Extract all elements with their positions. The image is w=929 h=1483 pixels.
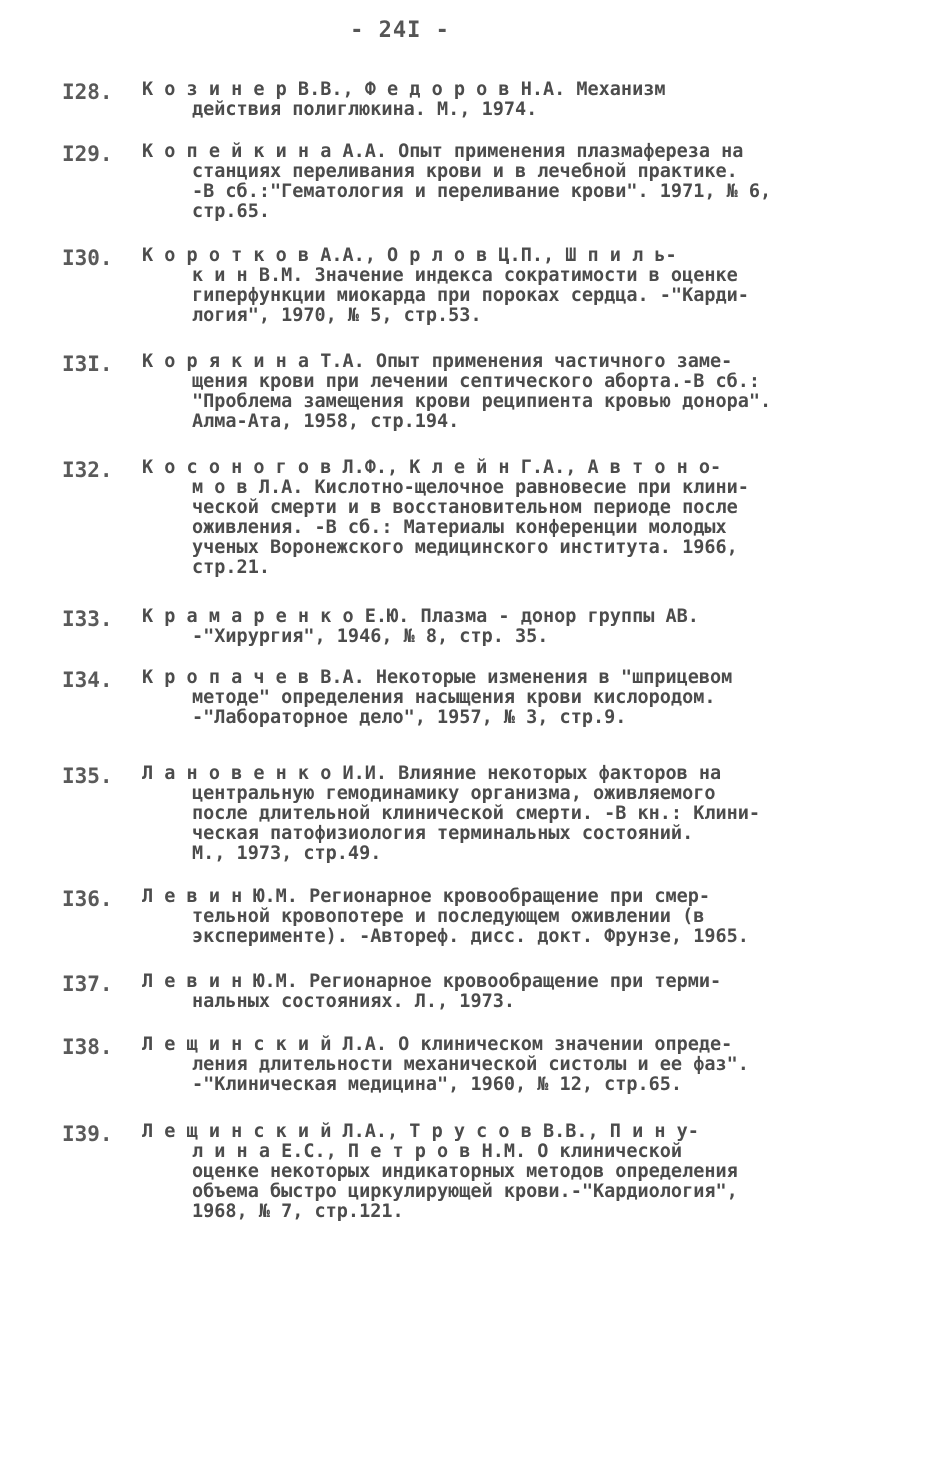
entry-line: стр.65. — [192, 201, 270, 222]
entry-line: объема быстро циркулирующей крови.-"Кардиология", — [192, 1181, 738, 1202]
entry-line: к и н В.М. Значение индекса сократимости в оценке — [192, 265, 738, 286]
entry-line: К о з и н е р В.В., Ф е д о р о в Н.А. Механизм — [142, 79, 666, 100]
entry-line: действия полиглюкина. М., 1974. — [192, 99, 538, 120]
entry-number: I39. — [62, 1122, 113, 1146]
entry-number: I33. — [62, 607, 113, 631]
entry-line: гиперфункции миокарда при пороках сердца. -"Карди- — [192, 285, 749, 306]
entry-line: эксперименте). -Автореф. дисс. докт. Фрунзе, 1965. — [192, 926, 749, 947]
entry-text — [142, 668, 862, 728]
entry-text — [142, 972, 862, 1012]
entry-text — [142, 607, 862, 647]
entry-line: Л е в и н Ю.М. Регионарное кровообращение при терми- — [142, 971, 722, 992]
entry-line: логия", 1970, № 5, стр.53. — [192, 305, 482, 326]
entry-line: -"Лабораторное дело", 1957, № 3, стр.9. — [192, 707, 627, 728]
entry-line: ческой смерти и в восстановительном периоде после — [192, 497, 738, 518]
entry-line: Алма-Ата, 1958, стр.194. — [192, 411, 460, 432]
entry-line: К о р о т к о в А.А., О р л о в Ц.П., Ш п и л ь- — [142, 245, 677, 266]
entry-line: "Проблема замещения крови реципиента кровью донора". — [192, 391, 772, 412]
entry-line: л и н а Е.С., П е т р о в Н.М. О клинической — [192, 1141, 683, 1162]
entry-line: оживления. -В сб.: Материалы конференции молодых — [192, 517, 727, 538]
entry-line: Л е щ и н с к и й Л.А., Т р у с о в В.В., П и н у- — [142, 1121, 699, 1142]
entry-text — [142, 142, 862, 222]
entry-number: I30. — [62, 246, 113, 270]
entry-number: I38. — [62, 1035, 113, 1059]
entry-line: -"Клиническая медицина", 1960, № 12, стр.65. — [192, 1074, 683, 1095]
entry-text — [142, 887, 862, 947]
entry-line: К о с о н о г о в Л.Ф., К л е й н Г.А., А в т о н о- — [142, 457, 722, 478]
entry-number: I32. — [62, 458, 113, 482]
entry-line: щения крови при лечении септического аборта.-В сб.: — [192, 371, 761, 392]
entry-line: К р о п а ч е в В.А. Некоторые изменения в "шприцевом — [142, 667, 733, 688]
entry-line: после длительной клинической смерти. -В кн.: Клини- — [192, 803, 761, 824]
entry-line: стр.21. — [192, 557, 270, 578]
entry-line: м о в Л.А. Кислотно-щелочное равновесие при клини- — [192, 477, 749, 498]
entry-number: I35. — [62, 764, 113, 788]
entry-number: I3I. — [62, 352, 113, 376]
entry-line: К о р я к и н а Т.А. Опыт применения частичного заме- — [142, 351, 733, 372]
entry-number: I36. — [62, 887, 113, 911]
entry-text — [142, 352, 862, 432]
entry-number: I28. — [62, 80, 113, 104]
entry-line: Л а н о в е н к о И.И. Влияние некоторых факторов на — [142, 763, 722, 784]
page-number: - 24I - — [350, 18, 450, 43]
entry-line: -В сб.:"Гематология и переливание крови". 1971, № 6, — [192, 181, 772, 202]
entry-text — [142, 80, 862, 120]
entry-line: тельной кровопотере и последующем оживлении (в — [192, 906, 705, 927]
entry-line: К р а м а р е н к о Е.Ю. Плазма - донор группы АВ. — [142, 606, 699, 627]
entry-line: оценке некоторых индикаторных методов определения — [192, 1161, 738, 1182]
entry-text — [142, 246, 862, 326]
entry-number: I34. — [62, 668, 113, 692]
entry-line: ческая патофизиология терминальных состояний. — [192, 823, 694, 844]
entry-line: Л е щ и н с к и й Л.А. О клиническом значении опреде- — [142, 1034, 733, 1055]
entry-line: станциях переливания крови и в лечебной практике. — [192, 161, 738, 182]
entry-line: ученых Воронежского медицинского института. 1966, — [192, 537, 738, 558]
entry-text — [142, 1122, 862, 1222]
entry-line: -"Хирургия", 1946, № 8, стр. 35. — [192, 626, 549, 647]
entry-number: I29. — [62, 142, 113, 166]
entry-line: ления длительности механической систолы и ее фаз". — [192, 1054, 749, 1075]
entry-text — [142, 764, 862, 864]
entry-line: центральную гемодинамику организма, оживляемого — [192, 783, 716, 804]
entry-line: 1968, № 7, стр.121. — [192, 1201, 404, 1222]
entry-line: методе" определения насыщения крови кислородом. — [192, 687, 716, 708]
entry-line: Л е в и н Ю.М. Регионарное кровообращение при смер- — [142, 886, 711, 907]
entry-line: К о п е й к и н а А.А. Опыт применения плазмафереза на — [142, 141, 744, 162]
entry-text — [142, 1035, 862, 1095]
entry-line: М., 1973, стр.49. — [192, 843, 382, 864]
entry-number: I37. — [62, 972, 113, 996]
entry-line: нальных состояниях. Л., 1973. — [192, 991, 516, 1012]
entry-text — [142, 458, 862, 578]
